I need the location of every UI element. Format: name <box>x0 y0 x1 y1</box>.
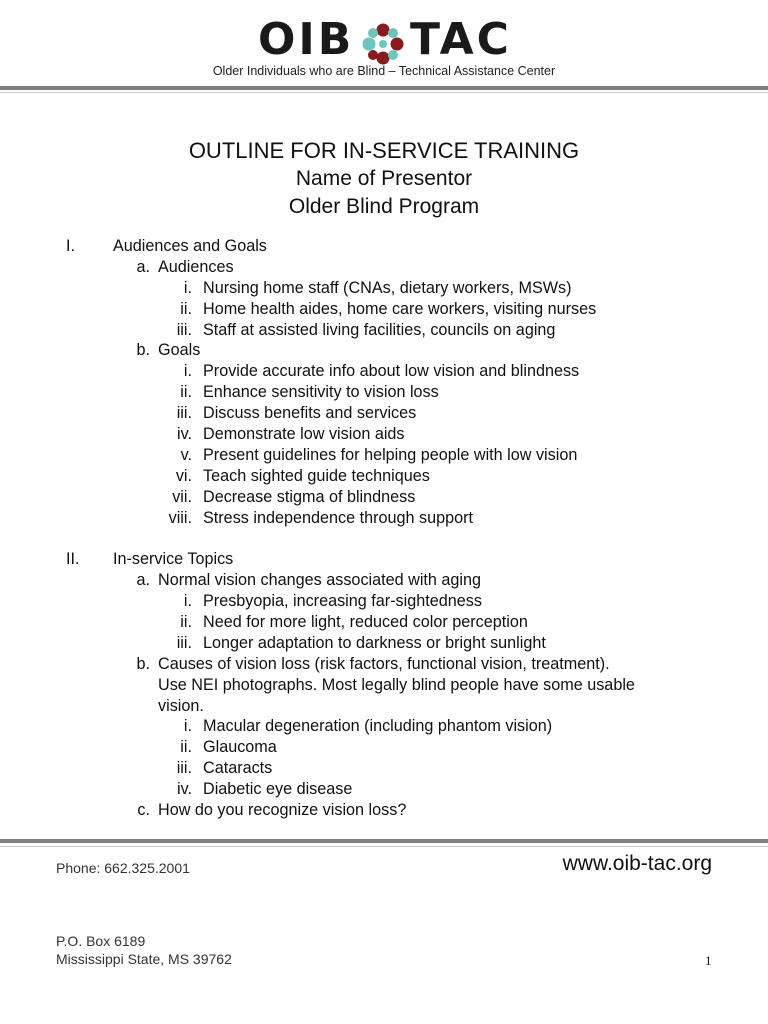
subsection-letter: a. <box>136 257 150 276</box>
address-line-1: P.O. Box 6189 <box>56 933 146 949</box>
outline-item <box>0 403 768 424</box>
outline-section <box>0 549 768 570</box>
outline-item <box>0 445 768 466</box>
item-text: Teach sighted guide techniques <box>203 466 430 485</box>
training-outline <box>0 236 768 821</box>
outline-item <box>0 320 768 341</box>
outline-subsection <box>0 257 768 278</box>
item-text: Diabetic eye disease <box>203 780 353 799</box>
outline-item <box>0 758 768 779</box>
item-numeral: viii. <box>168 508 192 527</box>
subsection-heading: Goals <box>158 341 201 360</box>
page-header <box>0 0 768 100</box>
item-text: Decrease stigma of blindness <box>203 487 416 506</box>
item-numeral: i. <box>183 717 192 736</box>
item-numeral: iii. <box>176 404 192 423</box>
subsection-heading: Normal vision changes associated with aging <box>158 571 482 590</box>
item-numeral: vii. <box>172 487 192 506</box>
subsection-continuation <box>0 675 768 696</box>
item-text: Demonstrate low vision aids <box>203 425 405 444</box>
outline-item <box>0 487 768 508</box>
item-text: Longer adaptation to darkness or bright sunlight <box>203 633 546 652</box>
item-numeral: i. <box>183 592 192 611</box>
item-text: Enhance sensitivity to vision loss <box>203 383 439 402</box>
section-heading: Audiences and Goals <box>113 237 267 255</box>
item-numeral: iv. <box>177 780 192 799</box>
outline-spacer <box>0 528 768 549</box>
outline-item <box>0 424 768 445</box>
outline-item <box>0 779 768 800</box>
item-text: Nursing home staff (CNAs, dietary workers, MSWs) <box>203 278 572 297</box>
outline-section <box>0 236 768 257</box>
subsection-heading: Audiences <box>158 257 234 276</box>
subsection-heading: Causes of vision loss (risk factors, functional vision, treatment). <box>158 654 610 673</box>
item-text: Provide accurate info about low vision and blindness <box>203 362 580 381</box>
subsection-continuation <box>0 696 768 717</box>
header-divider-shadow <box>0 92 768 93</box>
outline-subsection <box>0 654 768 675</box>
item-numeral: iii. <box>176 320 192 339</box>
item-text: Need for more light, reduced color perception <box>203 613 528 632</box>
item-numeral: ii. <box>180 383 192 402</box>
subsection-letter: a. <box>136 571 150 590</box>
item-text: Staff at assisted living facilities, councils on aging <box>203 320 556 339</box>
outline-item <box>0 508 768 529</box>
item-text: Home health aides, home care workers, visiting nurses <box>203 299 597 318</box>
subsection-letter: b. <box>136 341 150 360</box>
oib-tac-logo <box>0 10 768 66</box>
outline-item <box>0 466 768 487</box>
item-numeral: iii. <box>176 759 192 778</box>
section-number: II. <box>66 550 80 569</box>
subsection-heading-line: vision. <box>158 696 204 715</box>
item-numeral: i. <box>183 362 192 381</box>
subsection-letter: b. <box>136 654 150 673</box>
outline-item <box>0 299 768 320</box>
header-divider <box>0 86 768 90</box>
section-heading: In-service Topics <box>113 550 234 569</box>
item-text: Cataracts <box>203 759 273 778</box>
subsection-letter: c. <box>137 801 150 820</box>
item-text: Stress independence through support <box>203 508 473 527</box>
item-numeral: ii. <box>180 738 192 757</box>
item-text: Discuss benefits and services <box>203 404 417 423</box>
outline-subsection <box>0 570 768 591</box>
address-line-2: Mississippi State, MS 39762 <box>56 951 232 967</box>
website-link[interactable]: www.oib-tac.org <box>562 852 712 875</box>
outline-item <box>0 633 768 654</box>
item-numeral: iv. <box>177 425 192 444</box>
item-numeral: i. <box>183 278 192 297</box>
footer-divider <box>0 839 768 843</box>
section-number: I. <box>66 237 75 255</box>
logo-text-tac: TAC <box>410 14 512 65</box>
logo-text-oib: OIB <box>258 14 355 65</box>
presenter-name: Name of Presentor <box>295 167 473 190</box>
page-number: 1 <box>705 953 712 968</box>
item-text: Macular degeneration (including phantom vision) <box>203 717 553 736</box>
item-text: Glaucoma <box>203 738 277 757</box>
outline-item <box>0 737 768 758</box>
outline-subsection <box>0 800 768 821</box>
tagline: Older Individuals who are Blind – Technical Assistance Center <box>212 64 556 78</box>
outline-item <box>0 382 768 403</box>
item-numeral: ii. <box>180 299 192 318</box>
subsection-heading: How do you recognize vision loss? <box>158 801 407 820</box>
outline-subsection <box>0 340 768 361</box>
item-text: Present guidelines for helping people with low vision <box>203 445 578 464</box>
item-numeral: v. <box>180 445 192 464</box>
item-numeral: iii. <box>176 633 192 652</box>
item-numeral: vi. <box>175 466 192 485</box>
phone-number: Phone: 662.325.2001 <box>56 860 190 876</box>
subsection-heading-line: Use NEI photographs. Most legally blind people have some usable <box>158 675 635 694</box>
outline-item <box>0 278 768 299</box>
program-name: Older Blind Program <box>288 195 480 218</box>
logo-dots-icon <box>361 22 405 66</box>
item-text: Presbyopia, increasing far-sightedness <box>203 592 482 611</box>
outline-item <box>0 591 768 612</box>
outline-item <box>0 612 768 633</box>
footer-divider-shadow <box>0 846 768 847</box>
document-title: OUTLINE FOR IN-SERVICE TRAINING <box>188 138 580 163</box>
item-numeral: ii. <box>180 613 192 632</box>
outline-item <box>0 361 768 382</box>
outline-item <box>0 716 768 737</box>
